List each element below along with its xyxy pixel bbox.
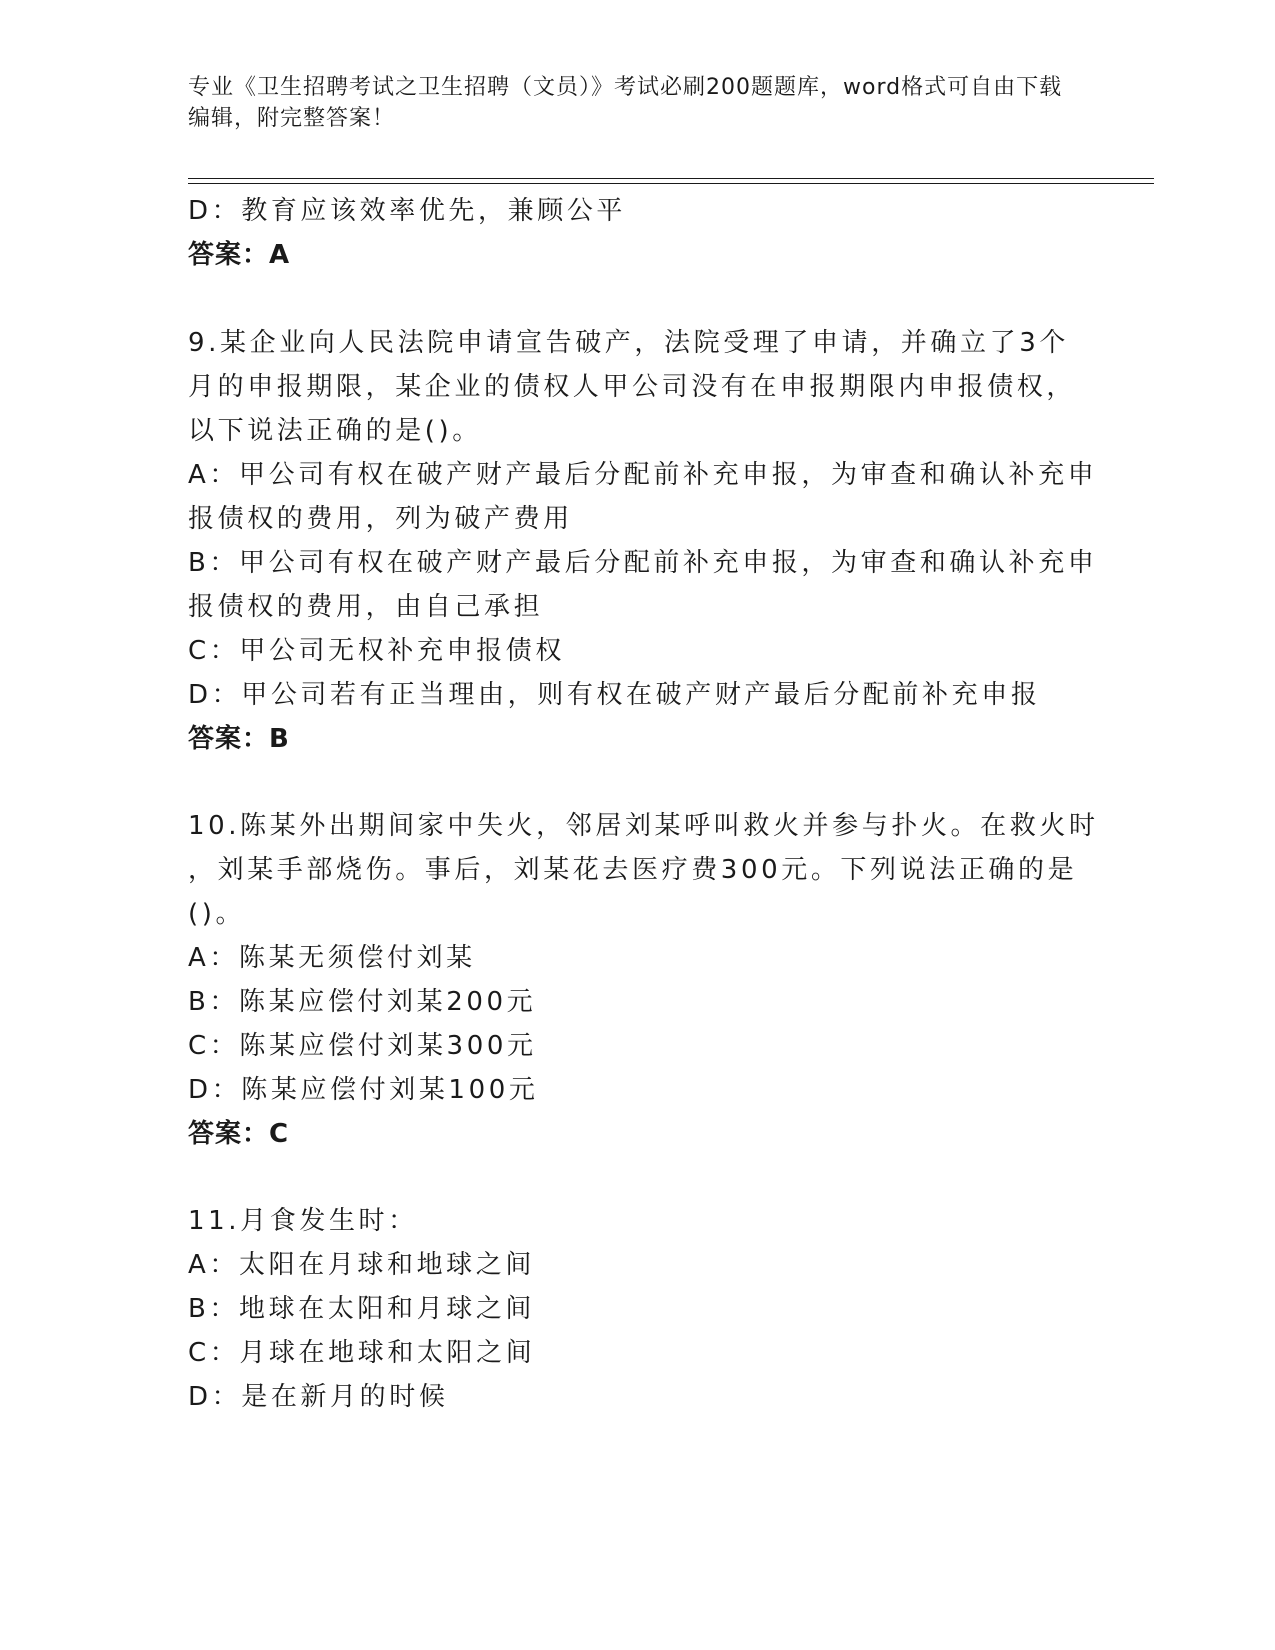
- q11-option-b: B：地球在太阳和月球之间: [188, 1294, 536, 1324]
- q9-option-a-line-2: 报债权的费用，列为破产费用: [188, 504, 573, 534]
- q10-option-b: B：陈某应偿付刘某200元: [188, 987, 537, 1017]
- q9-option-b-line-1: B：甲公司有权在破产财产最后分配前补充申报，为审查和确认补充申: [188, 548, 1098, 578]
- q10-option-c: C：陈某应偿付刘某300元: [188, 1031, 537, 1061]
- q10-stem-line-3: ()。: [188, 899, 246, 929]
- q9-option-b-line-2: 报债权的费用，由自己承担: [188, 592, 544, 622]
- q10-stem-line-2: ，刘某手部烧伤。事后，刘某花去医疗费300元。下列说法正确的是: [188, 855, 1078, 885]
- q8-answer: 答案：A: [188, 240, 291, 270]
- q11-option-d: D：是在新月的时候: [188, 1382, 449, 1412]
- q11-option-c: C：月球在地球和太阳之间: [188, 1338, 536, 1368]
- q9-answer: 答案：B: [188, 724, 290, 754]
- q10-option-d: D：陈某应偿付刘某100元: [188, 1075, 539, 1105]
- q11-option-a: A：太阳在月球和地球之间: [188, 1250, 535, 1280]
- header-divider-top: [188, 178, 1154, 179]
- q9-option-a-line-1: A：甲公司有权在破产财产最后分配前补充申报，为审查和确认补充申: [188, 460, 1098, 490]
- header-divider-bottom: [188, 183, 1154, 184]
- q10-stem-line-1: 10.陈某外出期间家中失火，邻居刘某呼叫救火并参与扑火。在救火时: [188, 811, 1099, 841]
- q10-option-a: A：陈某无须偿付刘某: [188, 943, 476, 973]
- q9-stem-line-3: 以下说法正确的是()。: [188, 416, 482, 446]
- q11-stem: 11.月食发生时：: [188, 1206, 418, 1236]
- q9-option-c: C：甲公司无权补充申报债权: [188, 636, 565, 666]
- q9-stem-line-2: 月的申报期限，某企业的债权人甲公司没有在申报期限内申报债权，: [188, 372, 1077, 402]
- q9-option-d: D：甲公司若有正当理由，则有权在破产财产最后分配前补充申报: [188, 680, 1041, 710]
- q10-answer: 答案：C: [188, 1119, 290, 1149]
- q8-option-d: D：教育应该效率优先，兼顾公平: [188, 196, 627, 226]
- document-header: 专业《卫生招聘考试之卫生招聘（文员）》考试必刷200题题库，word格式可自由下载编辑，附完整答案！: [188, 75, 1063, 131]
- q9-stem-line-1: 9.某企业向人民法院申请宣告破产，法院受理了申请，并确立了3个: [188, 328, 1069, 358]
